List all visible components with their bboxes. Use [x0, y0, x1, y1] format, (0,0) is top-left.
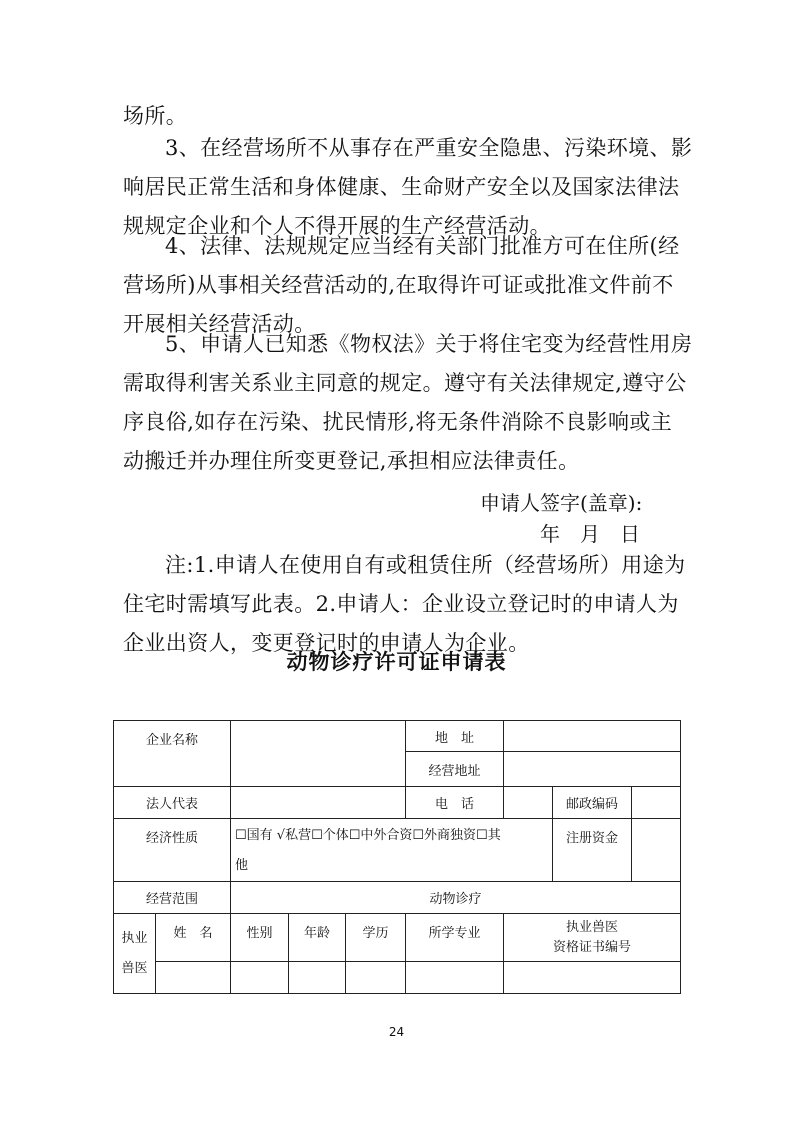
text-line: 住宅时需填写此表。2.申请人：企业设立登记时的申请人为: [123, 592, 679, 616]
phone-label: 电 话: [406, 787, 504, 819]
text-line: 序良俗,如存在污染、扰民情形,将无条件消除不良影响或主: [123, 410, 673, 434]
nature-options-line: ☐国有 √私营☐个体☐中外合资☐外商独资☐其: [235, 828, 501, 843]
paragraph-item-5: [123, 325, 693, 481]
signature-date: 年 月 日: [540, 522, 640, 546]
form-title: 动物诊疗许可证申请表: [286, 650, 507, 674]
vet-name-field[interactable]: [156, 962, 231, 994]
text-line: 3、在经营场所不从事存在严重安全隐患、污染环境、影: [165, 136, 693, 160]
company-name-label: 企业名称: [114, 721, 231, 787]
business-address-label: 经营地址: [406, 752, 504, 787]
text-line: 动搬迁并办理住所变更登记,承担相应法律责任。: [123, 449, 580, 473]
text-line: 场所。: [123, 104, 188, 128]
registered-capital-field[interactable]: [632, 819, 681, 882]
scope-label: 经营范围: [114, 882, 231, 914]
text-line: 规规定企业和个人不得开展的生产经营活动。: [123, 214, 551, 238]
vet-label-line: 执业: [121, 930, 148, 946]
legal-rep-label: 法人代表: [114, 787, 231, 819]
vet-label: [114, 914, 156, 994]
page-number: 24: [388, 1025, 405, 1039]
legal-rep-field[interactable]: [231, 787, 406, 819]
vet-gender-field[interactable]: [231, 962, 289, 994]
col-header-gender: 性别: [231, 914, 289, 962]
address-field[interactable]: [504, 721, 681, 752]
col-header-major: 所学专业: [406, 914, 504, 962]
col-header-cert: [504, 914, 681, 962]
signature-label: 申请人签字(盖章):: [480, 491, 643, 515]
vet-label-line: 兽医: [121, 960, 148, 976]
vet-education-field[interactable]: [346, 962, 406, 994]
col-header-cert-line: 资格证书编号: [553, 939, 632, 955]
vet-cert-field[interactable]: [504, 962, 681, 994]
col-header-education: 学历: [346, 914, 406, 962]
registered-capital-label: 注册资金: [553, 819, 632, 882]
company-name-field[interactable]: [231, 721, 406, 787]
nature-options[interactable]: [231, 819, 553, 882]
text-line: 营场所)从事相关经营活动的,在取得许可证或批准文件前不: [123, 273, 674, 297]
text-line: 响居民正常生活和身体健康、生命财产安全以及国家法律法: [123, 175, 680, 199]
nature-options-line: 他: [235, 858, 249, 873]
text-line: 4、法律、法规规定应当经有关部门批准方可在住所(经: [165, 234, 680, 258]
phone-field[interactable]: [504, 787, 553, 819]
col-header-age: 年龄: [289, 914, 346, 962]
postcode-label: 邮政编码: [553, 787, 632, 819]
col-header-cert-line: 执业兽医: [566, 919, 619, 935]
address-label: 地 址: [406, 721, 504, 752]
nature-label: 经济性质: [114, 819, 231, 882]
scope-value: 动物诊疗: [231, 882, 681, 914]
vet-major-field[interactable]: [406, 962, 504, 994]
text-line: 5、申请人已知悉《物权法》关于将住宅变为经营性用房: [165, 332, 693, 356]
vet-age-field[interactable]: [289, 962, 346, 994]
text-line: 企业出资人，变更登记时的申请人为企业。: [123, 631, 530, 655]
col-header-name: 姓 名: [156, 914, 231, 962]
business-address-field[interactable]: [504, 752, 681, 787]
application-form-table: [113, 720, 681, 994]
text-line: 需取得利害关系业主同意的规定。遵守有关法律规定,遵守公: [123, 371, 687, 395]
text-line: 注:1.申请人在使用自有或租赁住所（经营场所）用途为: [165, 553, 686, 577]
postcode-field[interactable]: [632, 787, 681, 819]
text-line: 开展相关经营活动。: [123, 312, 316, 336]
